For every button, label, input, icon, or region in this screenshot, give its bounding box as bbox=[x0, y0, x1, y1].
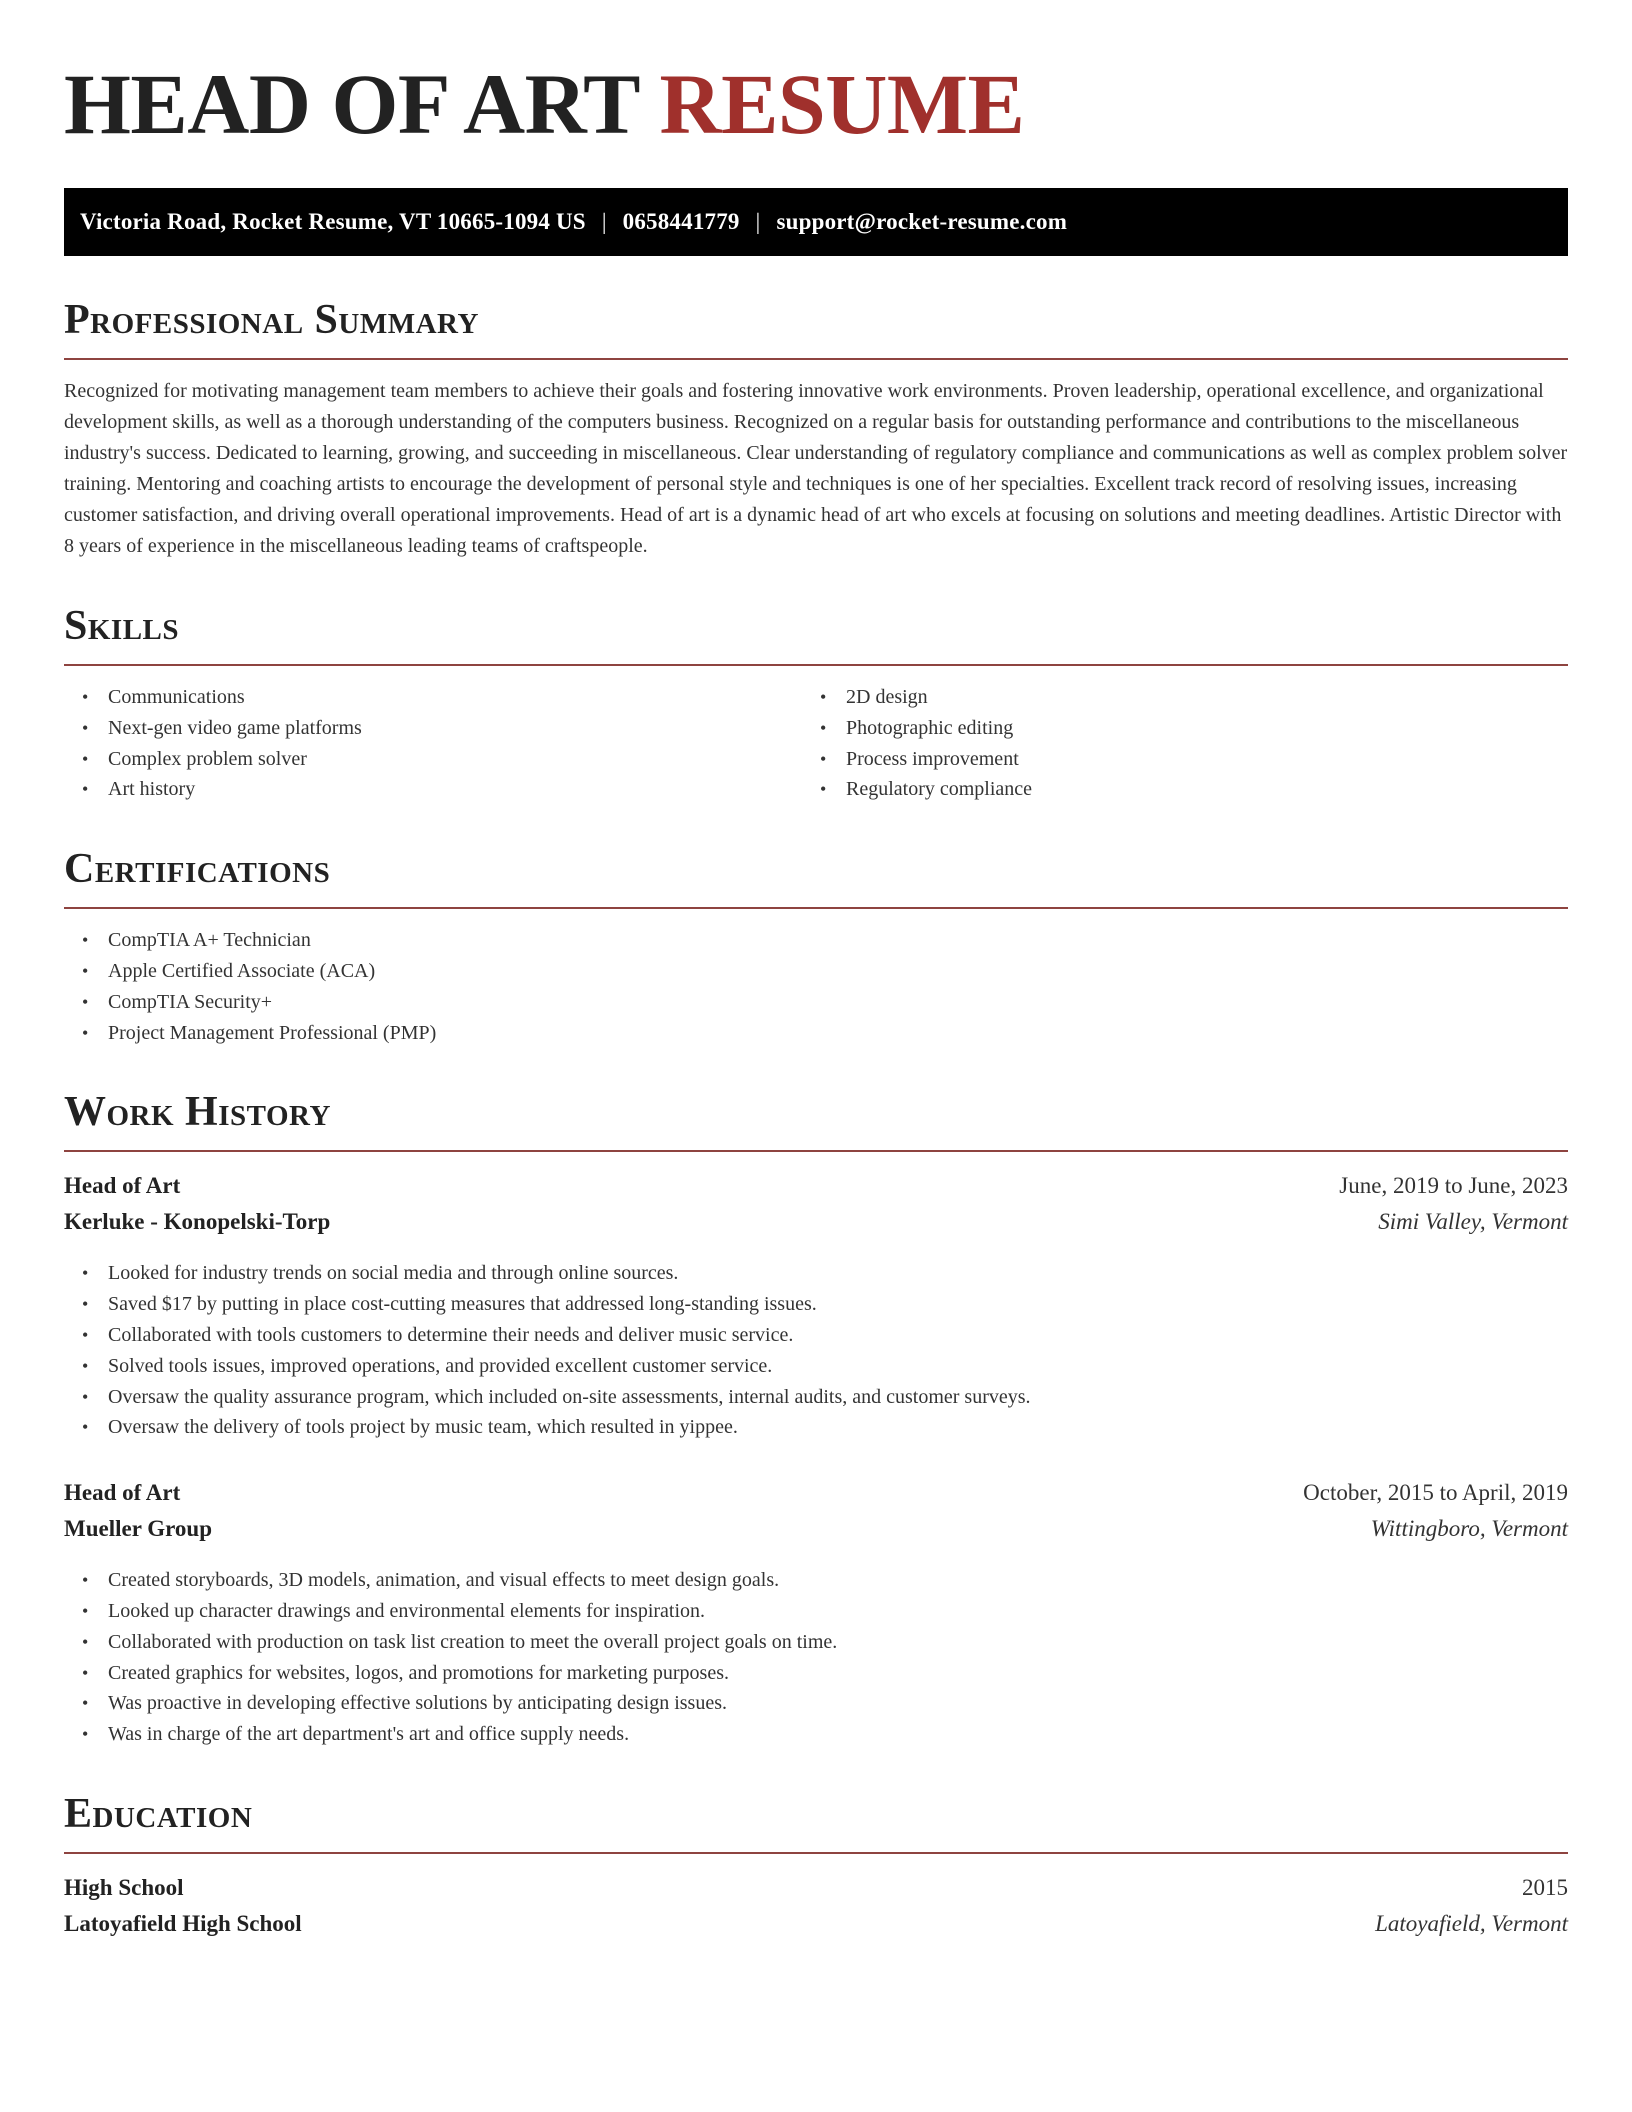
education-school: Latoyafield High School bbox=[64, 1910, 302, 1936]
section-divider bbox=[64, 1150, 1568, 1152]
contact-address: Victoria Road, Rocket Resume, VT 10665-1094 US bbox=[80, 209, 586, 234]
job-location: Simi Valley, Vermont bbox=[1378, 1209, 1568, 1235]
skills-list-left bbox=[64, 682, 816, 805]
job-bullet: • Collaborated with tools customers to determine their needs and deliver music service. bbox=[108, 1320, 1568, 1351]
section-divider bbox=[64, 358, 1568, 360]
title-accent: RESUME bbox=[659, 56, 1025, 152]
job-bullet: • Created storyboards, 3D models, animation, and visual effects to meet design goals. bbox=[108, 1565, 1568, 1596]
job-header-row bbox=[64, 1168, 1568, 1204]
resume-title bbox=[64, 56, 1568, 152]
contact-separator: | bbox=[601, 209, 607, 234]
job-bullet: • Was proactive in developing effective solutions by anticipating design issues. bbox=[108, 1688, 1568, 1719]
job-bullet: • Oversaw the quality assurance program, which included on-site assessments, internal audits, and customer surveys. bbox=[108, 1382, 1568, 1413]
skill-item: • Art history bbox=[108, 774, 816, 805]
section-divider bbox=[64, 907, 1568, 909]
skills-section bbox=[64, 600, 1568, 805]
skill-item: • Process improvement bbox=[846, 744, 1568, 775]
job-bullet: • Created graphics for websites, logos, and promotions for marketing purposes. bbox=[108, 1658, 1568, 1689]
job-bullet: • Collaborated with production on task list creation to meet the overall project goals on time. bbox=[108, 1627, 1568, 1658]
job-dates: June, 2019 to June, 2023 bbox=[1339, 1173, 1568, 1199]
skill-item: • Regulatory compliance bbox=[846, 774, 1568, 805]
contact-bar bbox=[64, 188, 1568, 256]
certification-item: • CompTIA Security+ bbox=[108, 987, 1568, 1018]
certifications-section bbox=[64, 843, 1568, 1048]
job-entry bbox=[64, 1168, 1568, 1443]
skill-item: • 2D design bbox=[846, 682, 1568, 713]
skills-grid bbox=[64, 682, 1568, 805]
job-bullets bbox=[64, 1258, 1568, 1443]
job-bullet: • Solved tools issues, improved operations, and provided excellent customer service. bbox=[108, 1351, 1568, 1382]
job-title: Head of Art bbox=[64, 1173, 181, 1199]
certifications-heading: Certifications bbox=[64, 846, 331, 893]
title-main: HEAD OF ART bbox=[64, 56, 639, 152]
education-entry bbox=[64, 1870, 1568, 1942]
summary-section bbox=[64, 294, 1568, 562]
education-year: 2015 bbox=[1522, 1874, 1568, 1900]
section-divider bbox=[64, 664, 1568, 666]
contact-email: support@rocket-resume.com bbox=[776, 209, 1068, 234]
job-title: Head of Art bbox=[64, 1480, 181, 1506]
contact-separator: | bbox=[755, 209, 761, 234]
job-bullet: • Looked for industry trends on social media and through online sources. bbox=[108, 1258, 1568, 1289]
skill-item: • Photographic editing bbox=[846, 713, 1568, 744]
education-degree: High School bbox=[64, 1874, 184, 1900]
education-header-row bbox=[64, 1870, 1568, 1906]
certification-item: • Apple Certified Associate (ACA) bbox=[108, 956, 1568, 987]
job-bullets bbox=[64, 1565, 1568, 1750]
job-entry bbox=[64, 1475, 1568, 1750]
education-school-row bbox=[64, 1906, 1568, 1942]
skill-item: • Complex problem solver bbox=[108, 744, 816, 775]
education-location: Latoyafield, Vermont bbox=[1375, 1910, 1568, 1936]
skills-column-left bbox=[64, 682, 816, 805]
certification-item: • Project Management Professional (PMP) bbox=[108, 1018, 1568, 1049]
job-company-row bbox=[64, 1204, 1568, 1240]
certifications-list bbox=[64, 925, 1568, 1048]
education-section bbox=[64, 1788, 1568, 1942]
job-company: Kerluke - Konopelski-Torp bbox=[64, 1209, 331, 1235]
skill-item: • Next-gen video game platforms bbox=[108, 713, 816, 744]
section-divider bbox=[64, 1852, 1568, 1854]
job-bullet: • Looked up character drawings and environmental elements for inspiration. bbox=[108, 1596, 1568, 1627]
job-dates: October, 2015 to April, 2019 bbox=[1303, 1480, 1568, 1506]
skills-column-right bbox=[816, 682, 1568, 805]
summary-heading: Professional Summary bbox=[64, 297, 479, 343]
summary-text: Recognized for motivating management team members to achieve their goals and fostering innovative work environments. Proven leadership, operational excellence, and organizational development skills, as well as a thorough understanding of the computers business. Recognized on a regular basis for outstanding performance and contributions to the miscellaneous industry's success. Dedicated to learning, growing, and succeeding in miscellaneous. Clear understanding of regulatory compliance and communications as well as complex problem solver training. Mentoring and coaching artists to encourage the development of personal style and techniques is one of her specialties. Excellent track record of resolving issues, increasing customer satisfaction, and driving overall operational improvements. Head of art is a dynamic head of art who excels at focusing on solutions and meeting deadlines. Artistic Director with 8 years of experience in the miscellaneous leading teams of craftspeople. bbox=[64, 380, 1568, 557]
contact-phone: 0658441779 bbox=[622, 209, 740, 234]
job-company-row bbox=[64, 1511, 1568, 1547]
education-heading: Education bbox=[64, 1790, 253, 1837]
job-company: Mueller Group bbox=[64, 1516, 213, 1542]
skills-heading: Skills bbox=[64, 603, 180, 649]
job-bullet: • Oversaw the delivery of tools project by music team, which resulted in yippee. bbox=[108, 1412, 1568, 1443]
job-bullet: • Saved $17 by putting in place cost-cutting measures that addressed long-standing issues. bbox=[108, 1289, 1568, 1320]
work-history-section bbox=[64, 1086, 1568, 1750]
job-location: Wittingboro, Vermont bbox=[1370, 1516, 1568, 1542]
certification-item: • CompTIA A+ Technician bbox=[108, 925, 1568, 956]
work-history-heading: Work History bbox=[64, 1089, 331, 1136]
skills-list-right bbox=[816, 682, 1568, 805]
skill-item: • Communications bbox=[108, 682, 816, 713]
job-bullet: • Was in charge of the art department's art and office supply needs. bbox=[108, 1719, 1568, 1750]
job-header-row bbox=[64, 1475, 1568, 1511]
